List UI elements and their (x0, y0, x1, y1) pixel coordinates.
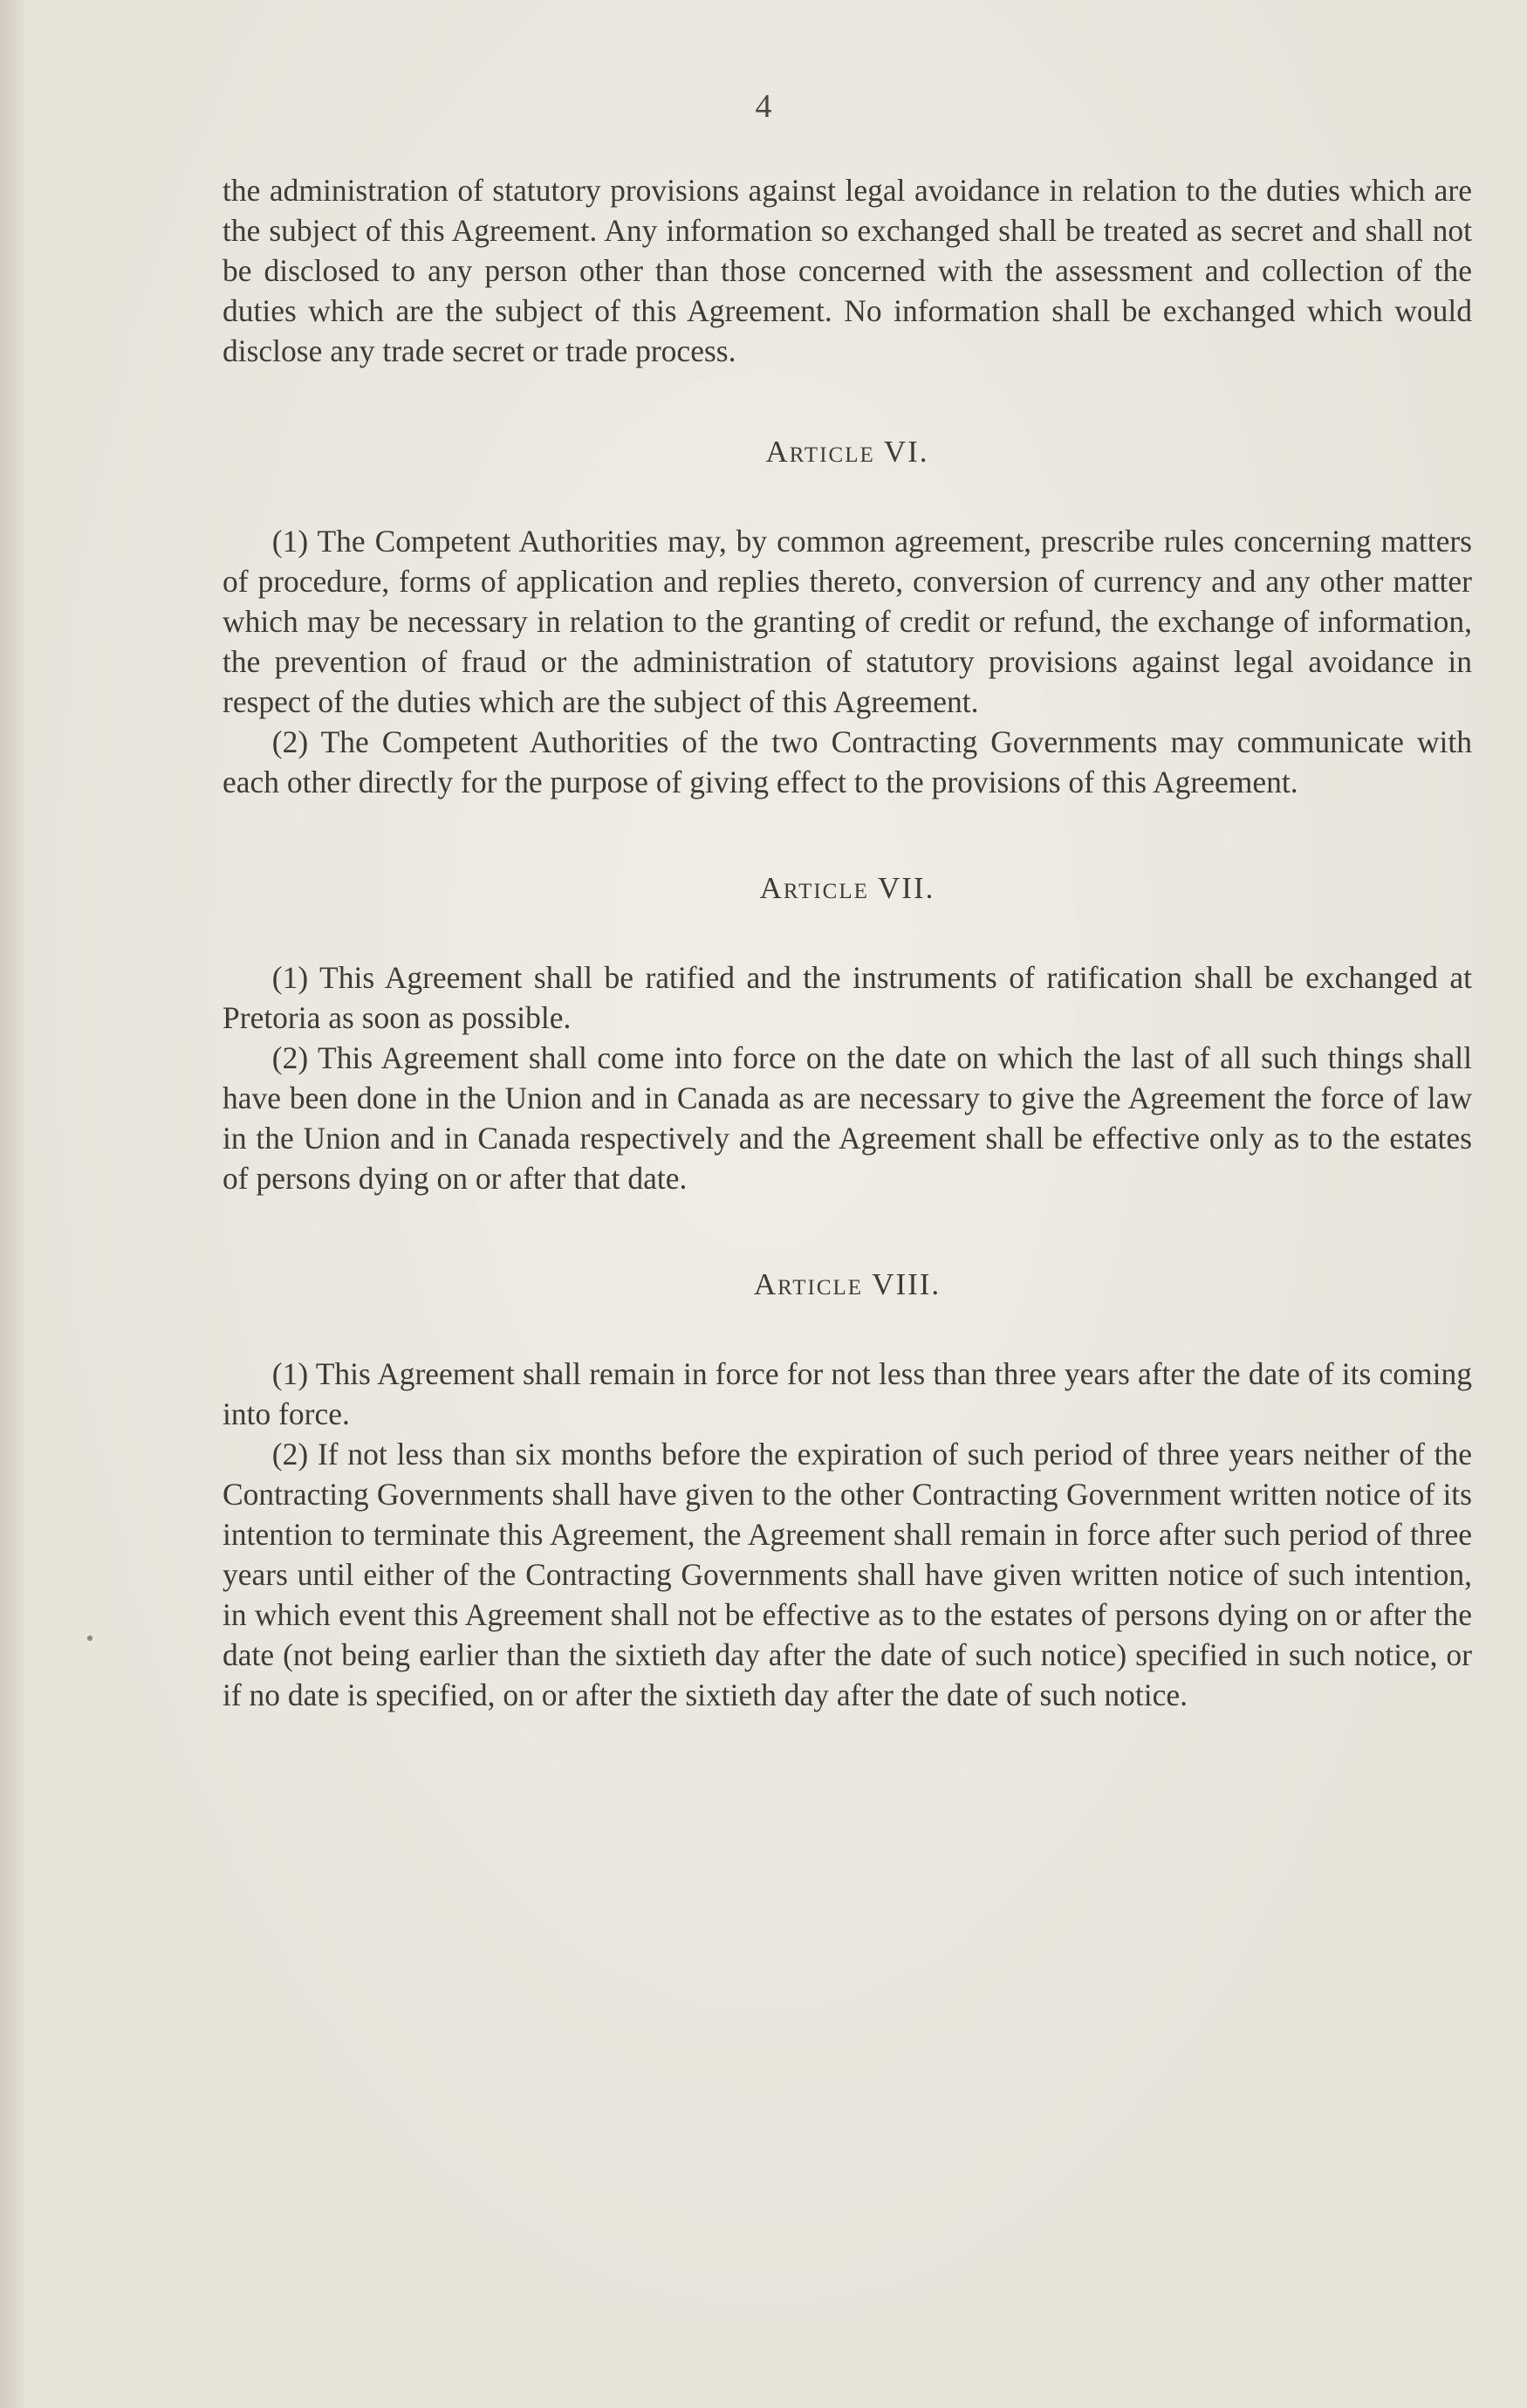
article-viii-paragraph-1: (1) This Agreement shall remain in force for not less than three years after the date of its coming into force. (223, 1356, 1472, 1431)
article-vii-paragraph-1: (1) This Agreement shall be ratified and the instruments of ratification shall be exchanged at Pretoria as soon as possible. (223, 960, 1472, 1035)
article-heading-vi: Article VI. (765, 435, 929, 469)
article-heading-vii: Article VII. (759, 871, 935, 905)
paper-speck (87, 1636, 92, 1641)
article-heading-viii: Article VIII. (753, 1267, 942, 1301)
article-vi-paragraph-2: (2) The Competent Authorities of the two Contracting Governments may communicate with each other directly for the purpose of giving effect to the provisions of this Agreement. (223, 724, 1472, 799)
article-viii-paragraph-2: (2) If not less than six months before the expiration of such period of three years neither of the Contracting Governments shall have given to the other Contracting Government written notice of its intention to terminate this Agreement, the Agreement shall remain in force after such period of three years until either of the Contracting Governments shall have given written notice of such intention, in which event this Agreement shall not be effective as to the estates of persons dying on or after the date (not being earlier than the sixtieth day after the date of such notice) specified in such notice, or if no date is specified, on or after the sixtieth day after the date of such notice. (223, 1437, 1472, 1712)
article-vi-paragraph-1: (1) The Competent Authorities may, by common agreement, prescribe rules concerning matters of procedure, forms of application and replies thereto, conversion of currency and any other matter which may be necessary in relation to the granting of credit or refund, the exchange of information, the prevention of fraud or the administration of statutory provisions against legal avoidance in respect of the duties which are the subject of this Agreement. (223, 524, 1472, 719)
document-body (223, 170, 1472, 1715)
page-number: 4 (755, 88, 772, 125)
continuation-paragraph: the administration of statutory provisions against legal avoidance in relation to the duties which are the subject of this Agreement. Any information so exchanged shall be treated as secret and shall not be disclosed to any person other than those concerned with the assessment and collection of the duties which are the subject of this Agreement. No information shall be exchanged which would disclose any trade secret or trade process. (223, 173, 1472, 368)
article-vii-paragraph-2: (2) This Agreement shall come into force on the date on which the last of all such things shall have been done in the Union and in Canada as are necessary to give the Agreement the force of law in the Union and in Canada respectively and the Agreement shall be effective only as to the estates of persons dying on or after that date. (223, 1040, 1472, 1196)
binding-edge (0, 0, 26, 2408)
